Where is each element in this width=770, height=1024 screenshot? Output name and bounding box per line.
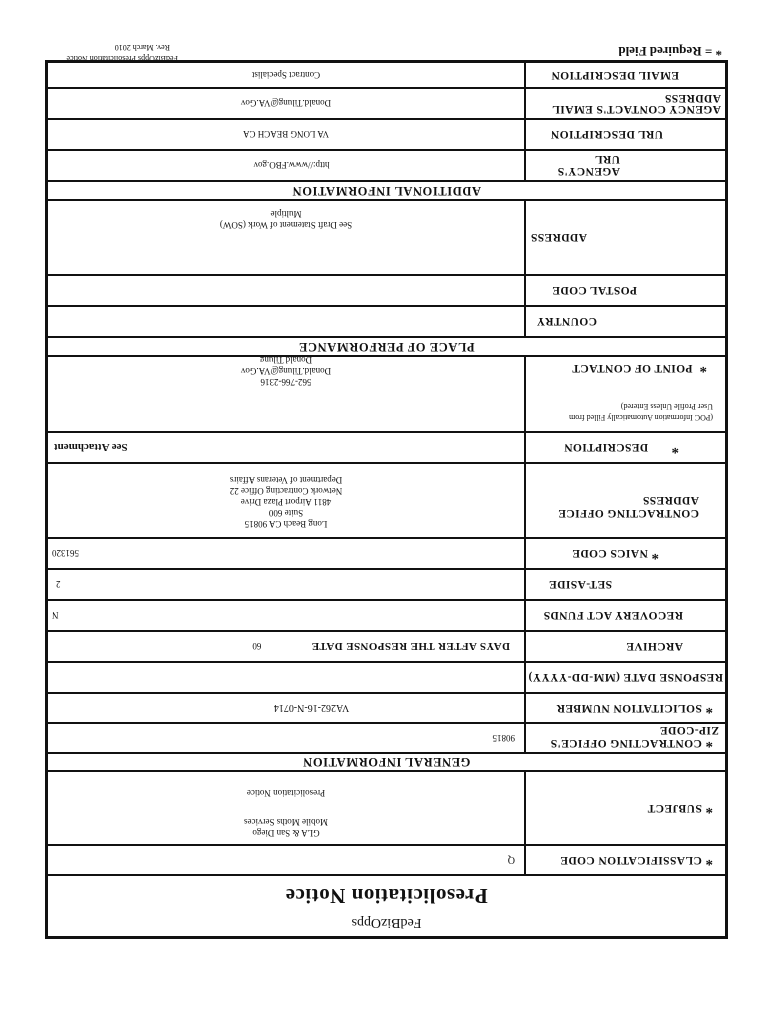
- solicitation-number-value[interactable]: VA262-16-N-0714: [273, 702, 350, 714]
- contracting-office-zip-label: * CONTRACTING OFFICE'S ZIP-CODE: [524, 724, 725, 752]
- required-icon: *: [705, 800, 713, 817]
- postal-code-label: POSTAL CODE: [524, 276, 725, 305]
- set-aside-value[interactable]: 2: [56, 579, 61, 590]
- subject-value[interactable]: GLA & San Diego Mobile Moths Services Presolicitation Notice: [244, 788, 328, 838]
- recovery-act-funds-value[interactable]: N: [52, 610, 59, 621]
- required-icon: *: [705, 700, 713, 717]
- point-of-contact-label: (POC Information Automatically Filled from User Profile Unless Entered) * POINT OF CONTACT: [524, 357, 725, 431]
- country-value[interactable]: [48, 307, 524, 336]
- required-field-legend: * = Required Field: [618, 44, 722, 59]
- contracting-office-address-label: CONTRACTING OFFICE ADDRESS: [524, 464, 725, 537]
- response-date-label: RESPONSE DATE (MM-DD-YYYY): [524, 663, 725, 692]
- naics-code-value[interactable]: 561320: [52, 548, 79, 559]
- url-description-row: [48, 118, 725, 149]
- classification-code-row: [48, 844, 725, 874]
- subject-row: [48, 770, 725, 844]
- response-date-row: [48, 661, 725, 692]
- agency-url-row: [48, 149, 725, 180]
- poc-note: (POC Information Automatically Filled from User Profile Unless Entered): [569, 402, 713, 422]
- archive-value[interactable]: [48, 632, 524, 661]
- additional-information-header: ADDITIONAL INFORMATION: [48, 180, 725, 199]
- point-of-contact-row: [48, 355, 725, 431]
- url-description-value[interactable]: VA LONG BEACH CA: [242, 129, 330, 140]
- contracting-office-address-value[interactable]: Long Beach CA 90815 Suite 600 4811 Airport Plaza Drive Network Contracting Office 22 Department of Veterans Affairs: [229, 475, 343, 529]
- agency-url-value[interactable]: http://www.FBO.gov: [253, 160, 330, 171]
- contracting-office-address-row: [48, 462, 725, 537]
- set-aside-row: [48, 568, 725, 599]
- email-description-value[interactable]: Contract Specialist: [251, 70, 321, 80]
- revision-footer: Rev. March 2010: [114, 43, 170, 52]
- recovery-act-funds-row: [48, 599, 725, 630]
- country-label: COUNTRY: [524, 307, 725, 336]
- recovery-act-funds-label: RECOVERY ACT FUNDS: [524, 601, 725, 630]
- agency-contact-email-row: [48, 87, 725, 118]
- form-title: Presolicitation Notice: [285, 884, 488, 908]
- required-icon: *: [705, 852, 713, 869]
- agency-contact-email-label: AGENCY CONTACT'S EMAIL ADDRESS: [524, 89, 725, 118]
- required-icon: *: [671, 440, 679, 456]
- naics-code-label: * NAICS CODE: [524, 539, 725, 568]
- archive-days: 60: [252, 641, 262, 652]
- contracting-office-zip-row: [48, 722, 725, 752]
- country-row: [48, 305, 725, 336]
- required-icon: *: [705, 734, 713, 750]
- form-name-footer: FedBizOpps Presolicitation Notice: [66, 54, 178, 63]
- email-description-row: [48, 63, 725, 87]
- description-label: * DESCRIPTION: [524, 433, 725, 462]
- postal-code-row: [48, 274, 725, 305]
- address-label: ADDRESS: [524, 201, 725, 274]
- required-icon: *: [699, 359, 707, 375]
- presolicitation-form: [45, 60, 728, 939]
- point-of-contact-value[interactable]: 562-766-2316 Donald.Tilung@VA.Gov Donald Tilung: [240, 355, 332, 387]
- description-row: [48, 431, 725, 462]
- general-information-header: GENERAL INFORMATION: [48, 752, 725, 770]
- form-header: [48, 874, 725, 936]
- address-value[interactable]: See Draft Statement of Work (SOW) Multiple: [219, 209, 353, 230]
- naics-code-row: [48, 537, 725, 568]
- archive-row: [48, 630, 725, 661]
- agency-url-label: AGENCY'S URL: [524, 151, 725, 180]
- agency-contact-email-value[interactable]: Donald.Tilung@VA.Gov: [240, 98, 332, 109]
- url-description-label: URL DESCRIPTION: [524, 120, 725, 149]
- email-description-label: EMAIL DESCRIPTION: [524, 63, 725, 87]
- description-value[interactable]: See Attachment: [54, 441, 128, 454]
- contracting-office-zip-value[interactable]: 90815: [492, 733, 515, 743]
- postal-code-value[interactable]: [48, 276, 524, 305]
- classification-code-value[interactable]: Q: [507, 854, 515, 866]
- solicitation-number-label: * SOLICITATION NUMBER: [524, 694, 725, 722]
- form-subtitle: FedBizOpps: [351, 915, 422, 930]
- subject-label: * SUBJECT: [524, 772, 725, 844]
- set-aside-label: SET-ASIDE: [524, 570, 725, 599]
- place-of-performance-header: PLACE OF PERFORMANCE: [48, 336, 725, 355]
- solicitation-number-row: [48, 692, 725, 722]
- archive-days-text: DAYS AFTER THE RESPONSE DATE: [311, 640, 510, 653]
- address-row: [48, 199, 725, 274]
- archive-label: ARCHIVE: [524, 632, 725, 661]
- required-icon: *: [651, 546, 659, 562]
- response-date-value[interactable]: [48, 663, 524, 692]
- classification-code-label: * CLASSIFICATION CODE: [524, 846, 725, 874]
